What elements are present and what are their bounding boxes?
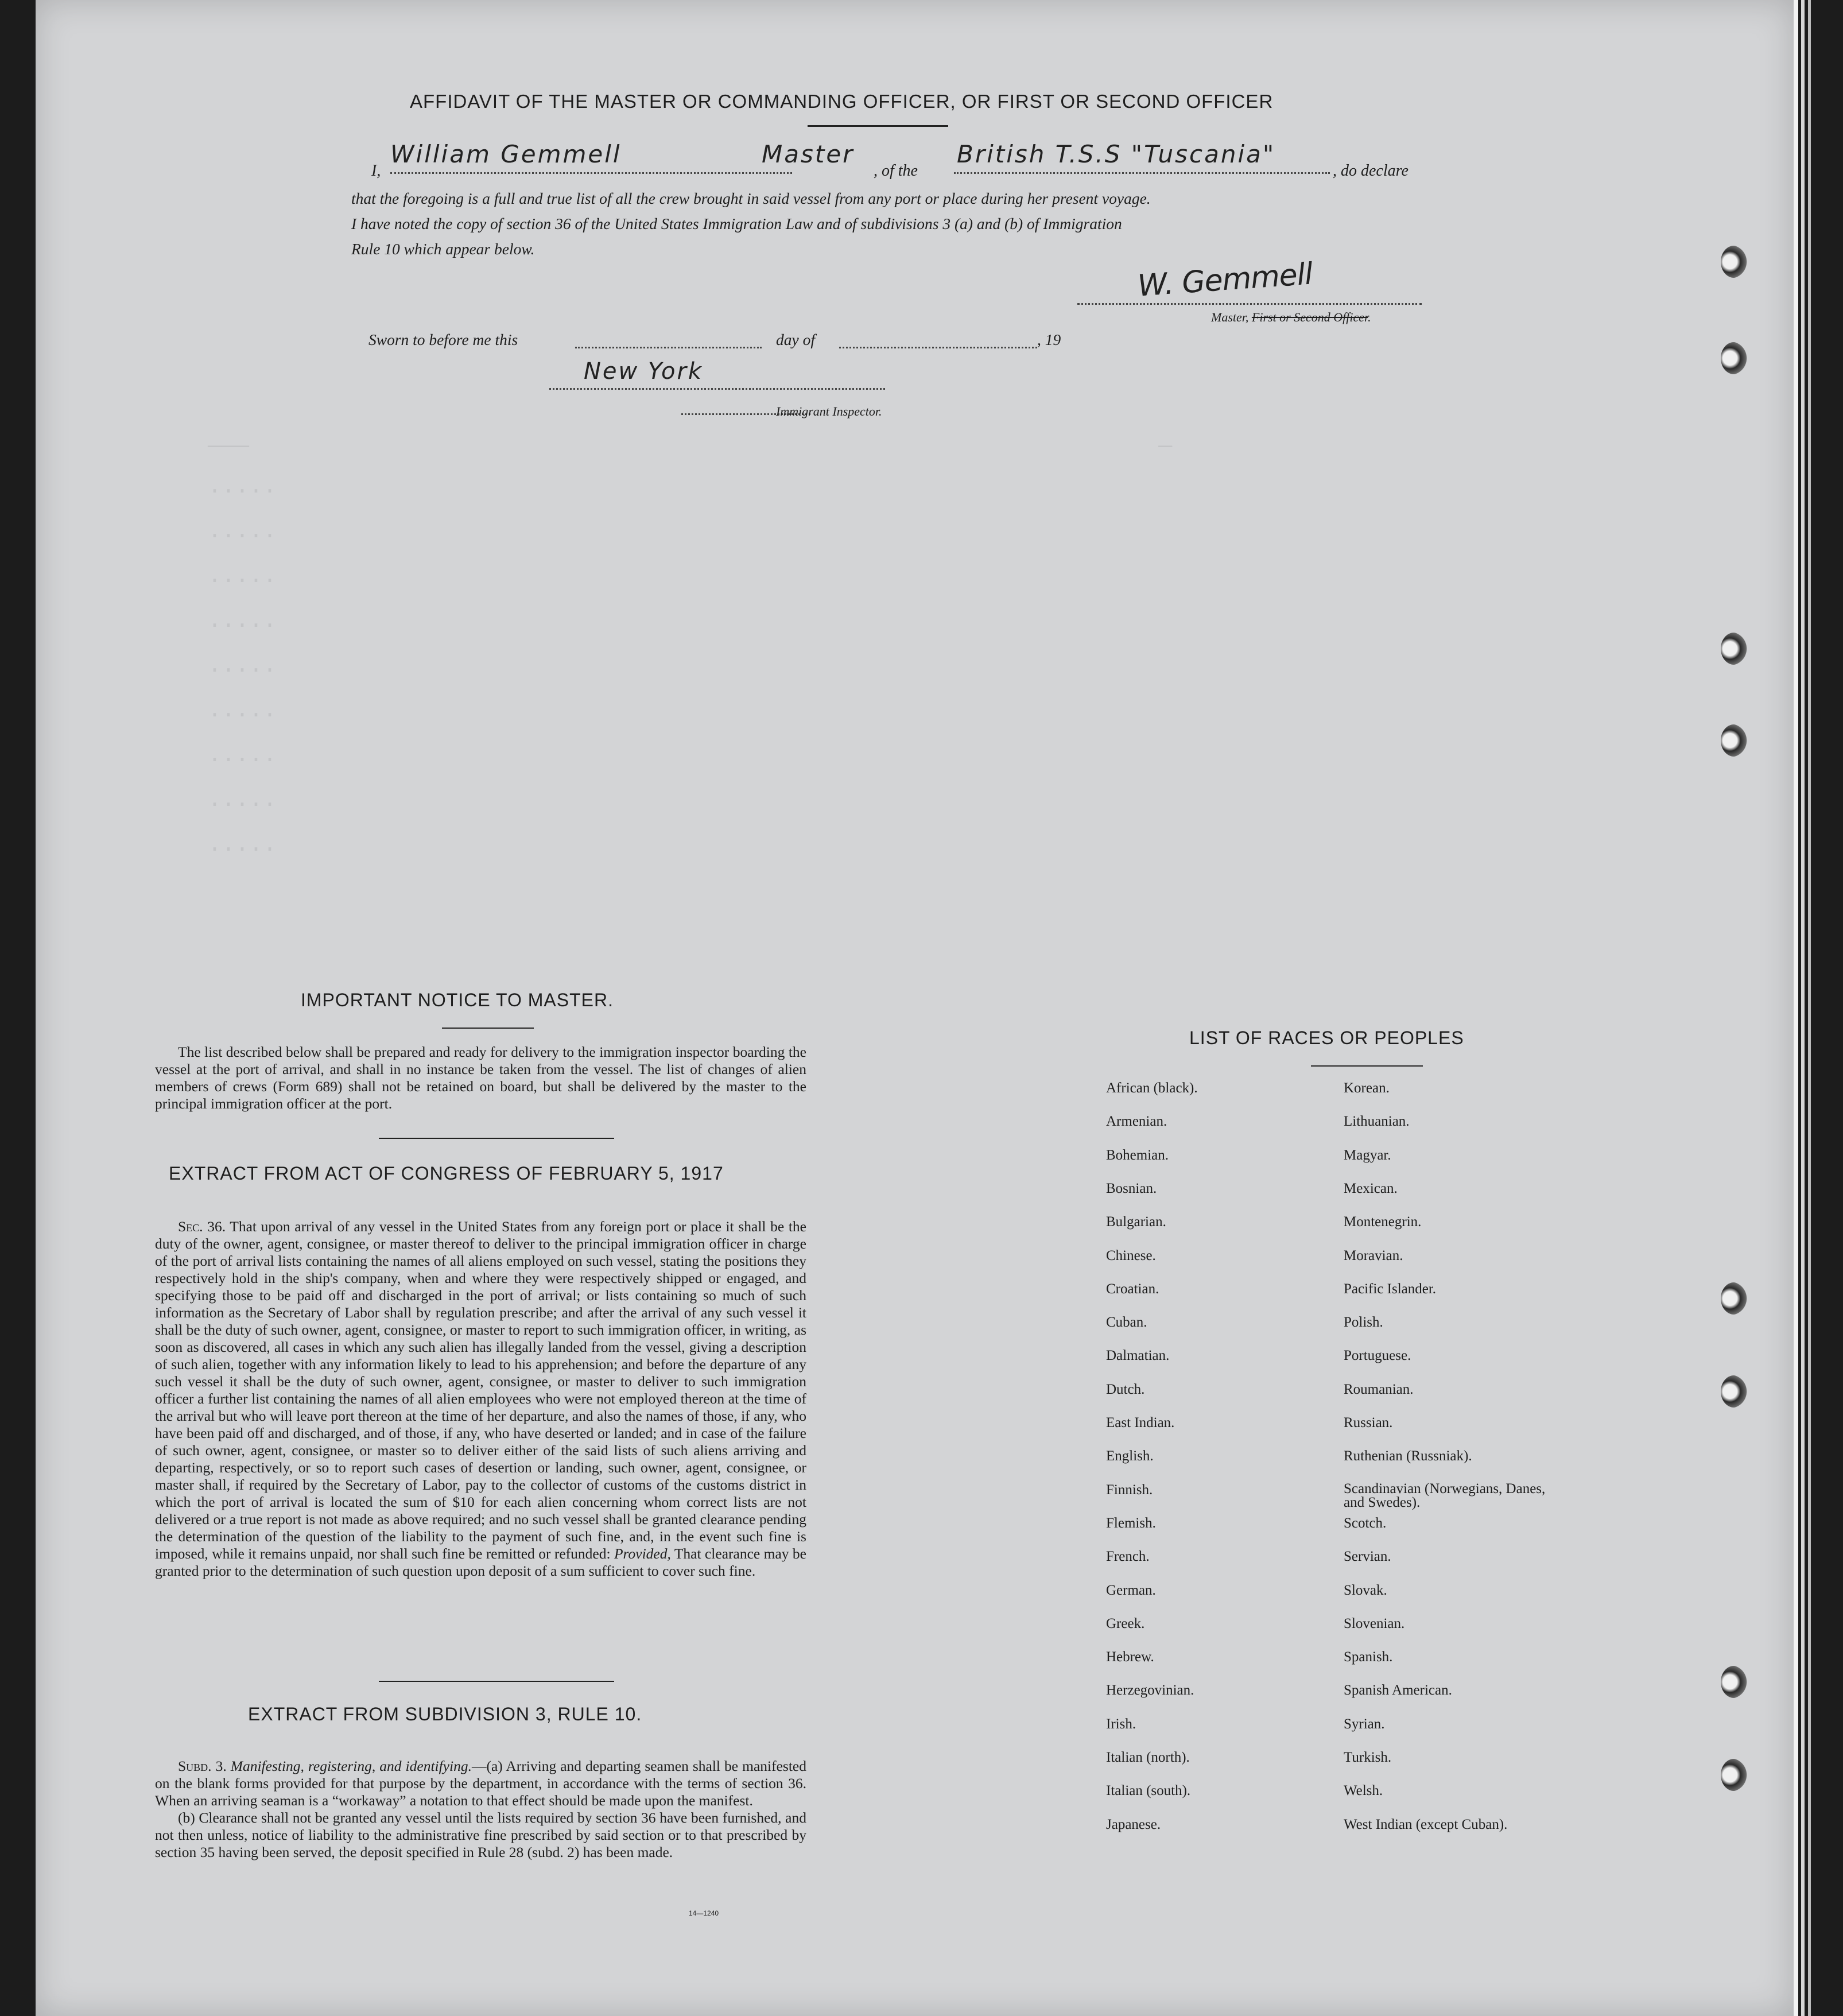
- race-item: English.: [1106, 1448, 1154, 1464]
- punch-hole: [1721, 1375, 1747, 1408]
- race-item: Syrian.: [1344, 1716, 1385, 1732]
- race-item: Bulgarian.: [1106, 1214, 1166, 1230]
- races-heading: LIST OF RACES OR PEOPLES: [1189, 1028, 1464, 1048]
- punch-hole: [1721, 724, 1747, 757]
- do-declare-label: , do declare: [1333, 162, 1409, 180]
- of-the-label: , of the: [874, 162, 918, 180]
- race-item: Roumanian.: [1344, 1381, 1414, 1397]
- race-item: Lithuanian.: [1344, 1114, 1410, 1130]
- place-line: [549, 388, 885, 390]
- year-label: , 19: [1037, 331, 1061, 348]
- page-edge-3: [1808, 0, 1811, 2016]
- race-item: Bohemian.: [1106, 1147, 1169, 1163]
- notice-heading-rule: [442, 1028, 534, 1029]
- vessel-handwritten: British T.S.S "Tuscania": [957, 140, 1276, 168]
- page-edge-1: [1794, 0, 1798, 2016]
- race-item: West Indian (except Cuban).: [1344, 1816, 1508, 1832]
- caption-struck: First or Second Officer: [1251, 310, 1368, 324]
- race-item: Japanese.: [1106, 1816, 1161, 1832]
- act-body: That upon arrival of any vessel in the United States from any foreign port or place it shall be the duty of the owner, agent, consignee, or master thereof to deliver to the principal immigration officer in charge of the port of arrival lists containing the names of all aliens employed on such vessel, stating the positions they respectively hold in the ship's company, when and where they were respectively shipped or engaged, and specifying those to be paid off and discharged in the port of arrival; or lists containing so much of such information as the Secretary of Labor shall by regulation prescribe; and after the arrival of any such vessel it shall be the duty of such owner, agent, consignee, or master to report to such immigration officer, in writing, as soon as discovered, all cases in which any such alien has illegally landed from the vessel, giving a description of such alien, together with any information likely to lead to his apprehension; and before the departure of any such vessel it shall be the duty of such owner, agent, consignee, or master to deliver to such immigration officer a further list containing the names of all alien employees who were not employed thereon at the time of the arrival but who will leave port thereon at the time of her departure, and also the names of those, if any, who have been paid off and discharged, and of those, if any, who have deserted or landed; and in case of the failure of such owner, agent, consignee, or master so to deliver either of the said lists of such aliens arriving and departing, respectively, or so to report such cases of desertion or landing, such owner, agent, consignee, or master shall, if required by the Secretary of Labor, pay to the collector of customs of the customs district in which the port of arrival is located the sum of $10 for each alien concerning whom correct lists are not delivered or a true report is not made as above required; and no such vessel shall be granted clearance pending the determination of the question of the liability to the payment of such fine, and, in the event such fine is imposed, while it remains unpaid, nor shall such fine be remitted or refunded:: [155, 1218, 806, 1562]
- race-item: Spanish American.: [1344, 1682, 1452, 1699]
- notice-divider: [379, 1138, 614, 1139]
- punch-hole: [1721, 1759, 1747, 1791]
- punch-hole: [1721, 1666, 1747, 1698]
- caption-end: .: [1368, 310, 1371, 324]
- race-item: Italian (north).: [1106, 1750, 1190, 1765]
- race-item: Herzegovinian.: [1106, 1682, 1194, 1699]
- vessel-line: [954, 172, 1330, 174]
- master-name-handwritten: William Gemmell: [390, 140, 622, 168]
- race-item: Russian.: [1344, 1415, 1393, 1430]
- race-item: Flemish.: [1106, 1515, 1156, 1531]
- race-item: Montenegrin.: [1344, 1214, 1422, 1230]
- race-item: Polish.: [1344, 1315, 1383, 1331]
- sworn-date-line: [575, 347, 762, 348]
- race-item: Hebrew.: [1106, 1649, 1154, 1665]
- signature-caption: [1211, 310, 1371, 325]
- race-item: Slovenian.: [1344, 1615, 1405, 1631]
- affidavit-line-3: I have noted the copy of section 36 of the United States Immigration Law and of subdivisions 3 (a) and (b) of Immigration: [351, 215, 1122, 232]
- caption-master: Master,: [1211, 310, 1249, 324]
- race-item: Magyar.: [1344, 1147, 1391, 1163]
- race-item: Greek.: [1106, 1615, 1145, 1631]
- rule10-text-a: —(a) Arriving and departing seamen shall be manifested on the blank forms provided for that purpose by the department, in accordance with the terms of section 36. When an arriving seaman is a “workaway” a notation to that effect should be made upon the manifest.: [155, 1758, 806, 1809]
- race-item: East Indian.: [1106, 1415, 1175, 1430]
- month-line: [839, 347, 1037, 348]
- race-item: Pacific Islander.: [1344, 1281, 1437, 1297]
- signature-line: [1077, 303, 1422, 305]
- rule10-para-a: [155, 1758, 806, 1809]
- affidavit-line-4: Rule 10 which appear below.: [351, 240, 535, 258]
- race-item: Turkish.: [1344, 1750, 1392, 1765]
- race-item: Scandinavian (Norwegians, Danes, and Swedes).: [1344, 1480, 1546, 1510]
- race-item: Chinese.: [1106, 1247, 1156, 1263]
- notice-text: The list described below shall be prepared and ready for delivery to the immigration inspector boarding the vessel at the port of arrival, and shall in no instance be taken from the vessel. The list of changes of alien members of crews (Form 689) shall not be retained on board, but shall be delivered by the master to the principal immigration officer at the port.: [155, 1044, 806, 1112]
- affidavit-i-label: I,: [371, 162, 381, 180]
- page-edge-2: [1801, 0, 1805, 2016]
- act-provided-label: Provided,: [614, 1545, 671, 1562]
- race-item: Scotch.: [1344, 1515, 1387, 1531]
- race-item: Dutch.: [1106, 1381, 1145, 1397]
- bleed-through: ——— — ····· ····· ····· ····· ····· ····· ····· ····· ·····: [208, 434, 1173, 863]
- day-of-label: day of: [776, 331, 815, 348]
- race-item: Italian (south).: [1106, 1783, 1191, 1799]
- race-item: Ruthenian (Russniak).: [1344, 1448, 1472, 1464]
- race-item: Mexican.: [1344, 1180, 1398, 1196]
- affidavit-line-2: that the foregoing is a full and true list of all the crew brought in said vessel from any port or place during her present voyage.: [351, 189, 1151, 207]
- form-number: 14—1240: [689, 1909, 719, 1917]
- race-item: French.: [1106, 1549, 1150, 1565]
- race-item: Dalmatian.: [1106, 1348, 1170, 1364]
- inspector-caption: Immigrant Inspector.: [776, 404, 882, 418]
- punch-hole: [1721, 246, 1747, 278]
- race-item: Croatian.: [1106, 1281, 1159, 1297]
- race-item: Bosnian.: [1106, 1180, 1157, 1196]
- act-heading: EXTRACT FROM ACT OF CONGRESS OF FEBRUARY 5, 1917: [169, 1163, 724, 1184]
- race-item: Portuguese.: [1344, 1348, 1411, 1364]
- act-divider: [379, 1681, 614, 1682]
- rule10-subd-label: Subd. 3.: [178, 1758, 227, 1774]
- rule10-subd-title: Manifesting, registering, and identifying.: [230, 1758, 472, 1774]
- master-signature: W. Gemmell: [1136, 257, 1314, 304]
- punch-hole: [1721, 633, 1747, 665]
- rule10-heading: EXTRACT FROM SUBDIVISION 3, RULE 10.: [248, 1704, 642, 1724]
- race-item: German.: [1106, 1582, 1156, 1598]
- race-item: Finnish.: [1106, 1482, 1153, 1498]
- punch-hole: [1721, 342, 1747, 374]
- place-handwritten: New York: [584, 358, 704, 385]
- sworn-label: Sworn to before me this: [368, 331, 518, 348]
- race-item: Irish.: [1106, 1716, 1136, 1732]
- race-item: Korean.: [1344, 1080, 1390, 1096]
- race-item: Welsh.: [1344, 1783, 1383, 1799]
- race-item: African (black).: [1106, 1080, 1198, 1096]
- rule10-text: [155, 1758, 806, 1861]
- notice-heading: IMPORTANT NOTICE TO MASTER.: [301, 990, 614, 1010]
- rank-handwritten: Master: [762, 140, 855, 168]
- punch-hole: [1721, 1282, 1747, 1315]
- race-item: Moravian.: [1344, 1247, 1403, 1263]
- race-item: Slovak.: [1344, 1582, 1387, 1598]
- race-item: Cuban.: [1106, 1315, 1147, 1331]
- race-item: Spanish.: [1344, 1649, 1393, 1665]
- act-sec-label: Sec. 36.: [178, 1218, 226, 1235]
- race-item: Armenian.: [1106, 1114, 1167, 1130]
- act-text: [155, 1218, 806, 1580]
- affidavit-heading-rule: [808, 125, 948, 127]
- race-item: Servian.: [1344, 1549, 1391, 1565]
- races-heading-rule: [1311, 1065, 1423, 1067]
- affidavit-heading: AFFIDAVIT OF THE MASTER OR COMMANDING OFFICER, OR FIRST OR SECOND OFFICER: [410, 91, 1274, 112]
- rule10-para-b: (b) Clearance shall not be granted any vessel until the lists required by section 36 have been furnished, and not then unless, notice of liability to the administrative fine prescribed by said section or to that prescribed by section 35 having been served, the deposit specified in Rule 28 (subd. 2) has been made.: [155, 1809, 806, 1860]
- name-line: [390, 172, 792, 174]
- document-page: [36, 0, 1794, 2016]
- act-provided-text: That clearance may be granted prior to the determination of such question upon deposit of a sum sufficient to cover such fine.: [155, 1545, 806, 1579]
